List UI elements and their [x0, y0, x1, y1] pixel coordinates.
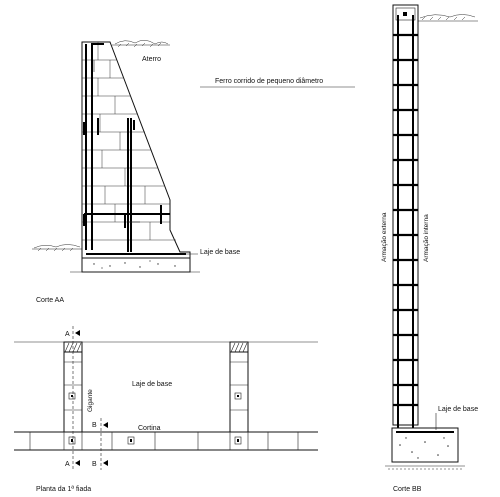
title-corte-aa: Corte AA: [36, 297, 65, 304]
title-corte-bb: Corte BB: [393, 486, 422, 493]
label-laje-de-base-planta: Laje de base: [132, 381, 173, 388]
corte-bb-section: [381, 5, 478, 493]
corte-aa-section: [32, 40, 355, 304]
section-b-top: B: [92, 422, 97, 429]
label-armacao-externa: Armação externa: [381, 212, 388, 262]
column-courses: [393, 35, 418, 405]
ground-hatch-top: [112, 40, 170, 47]
section-a-bottom: A: [65, 461, 70, 468]
section-b-bottom: B: [92, 461, 97, 468]
label-gigante: Gigante: [87, 389, 94, 412]
label-cortina: Cortina: [138, 425, 161, 432]
title-planta: Planta da 1ª fiada: [36, 486, 92, 493]
base-slab-aa: [70, 258, 200, 272]
label-laje-de-base-aa: Laje de base: [200, 249, 241, 256]
label-ferro-corrido: Ferro corrido de pequeno diâmetro: [215, 78, 324, 85]
base-slab-bb: [385, 428, 465, 469]
label-aterro: Aterro: [142, 56, 162, 63]
gigante-right: [230, 342, 248, 444]
column-bb: [393, 5, 418, 425]
label-armacao-interna: Armação interna: [423, 214, 430, 262]
ground-hatch-bb: [418, 15, 478, 22]
planta-section: [14, 326, 318, 493]
wall-rebars: [84, 44, 186, 254]
section-a-top: A: [65, 331, 70, 338]
cortina-wall: [14, 432, 318, 450]
label-laje-de-base-bb: Laje de base: [438, 406, 479, 413]
ground-hatch-bottom: [32, 245, 82, 252]
